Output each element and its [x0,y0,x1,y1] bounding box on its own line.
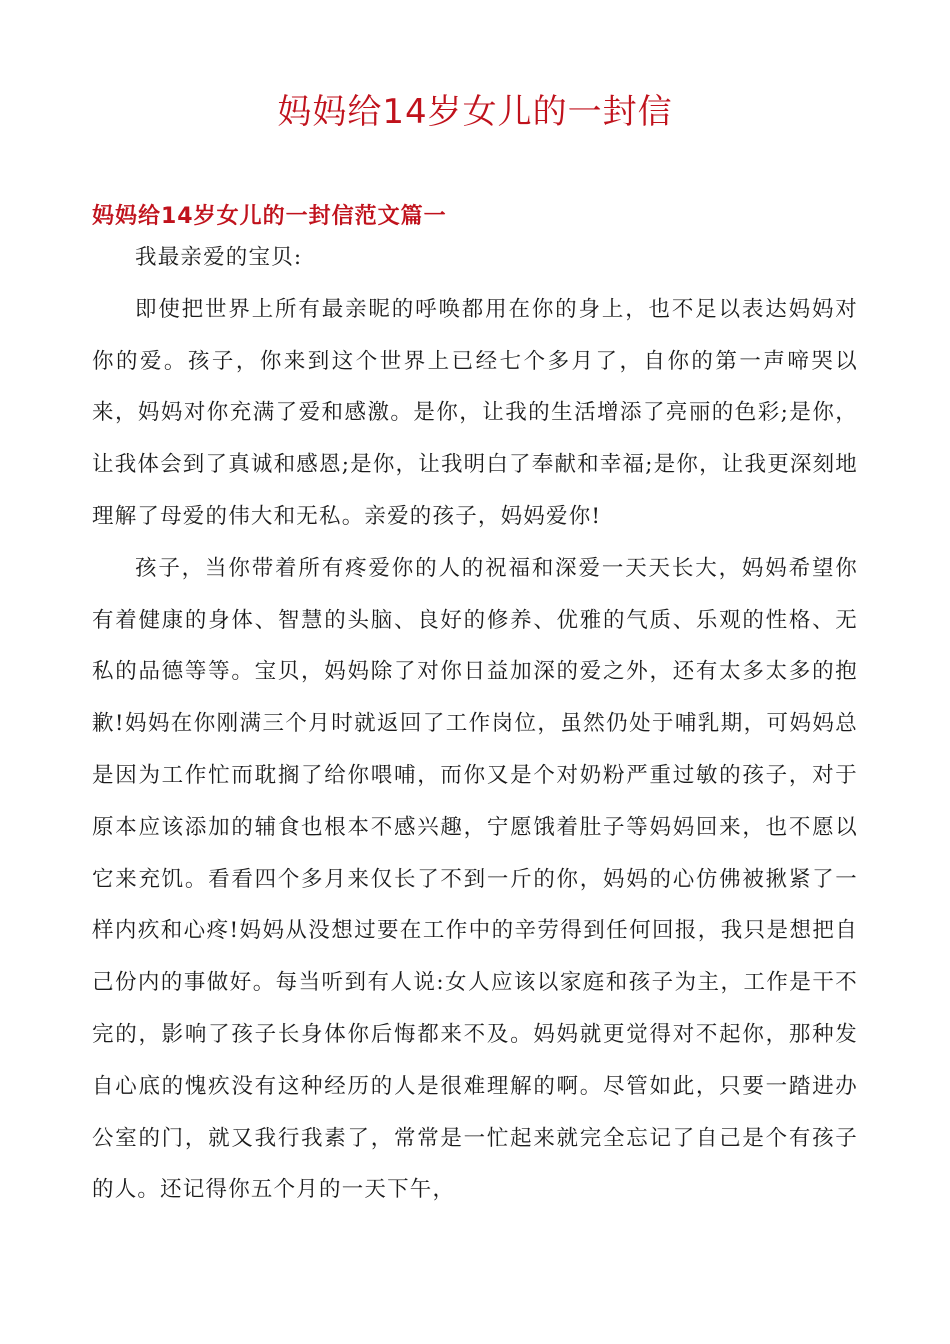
section-heading: 妈妈给14岁女儿的一封信范文篇一 [92,204,447,229]
page-title: 妈妈给14岁女儿的一封信 [277,92,673,132]
salutation: 我最亲爱的宝贝: [135,245,303,270]
paragraph: 孩子，当你带着所有疼爱你的人的祝福和深爱一天天长大，妈妈希望你有着健康的身体、智慧的头脑、良好的修养、优雅的气质、乐观的性格、无私的品德等等。宝贝，妈妈除了对你日益加深的爱之外，还有太多太多的抱歉!妈妈在你刚满三个月时就返回了工作岗位，虽然仍处于哺乳期，可妈妈总是因为工作忙而耽搁了给你喂哺，而你又是个对奶粉严重过敏的孩子，对于原本应该添加的辅食也根本不感兴趣，宁愿饿着肚子等妈妈回来，也不愿以它来充饥。看看四个多月来仅长了不到一斤的你，妈妈的心仿佛被揪紧了一样内疚和心疼!妈妈从没想过要在工作中的辛劳得到任何回报，我只是想把自己份内的事做好。每当听到有人说:女人应该以家庭和孩子为主，工作是干不完的，影响了孩子长身体你后悔都来不及。妈妈就更觉得对不起你，那种发自心底的愧疚没有这种经历的人是很难理解的啊。尽管如此，只要一踏进办公室的门，就又我行我素了，常常是一忙起来就完全忘记了自己是个有孩子的人。还记得你五个月的一天下午， [92,555,858,1203]
letter-body [92,232,858,1216]
paragraph: 即使把世界上所有最亲昵的呼唤都用在你的身上，也不足以表达妈妈对你的爱。孩子，你来到这个世界上已经七个多月了，自你的第一声啼哭以来，妈妈对你充满了爱和感激。是你，让我的生活增添了亮丽的色彩;是你，让我体会到了真诚和感恩;是你，让我明白了奉献和幸福;是你，让我更深刻地理解了母爱的伟大和无私。亲爱的孩子，妈妈爱你! [92,296,858,529]
